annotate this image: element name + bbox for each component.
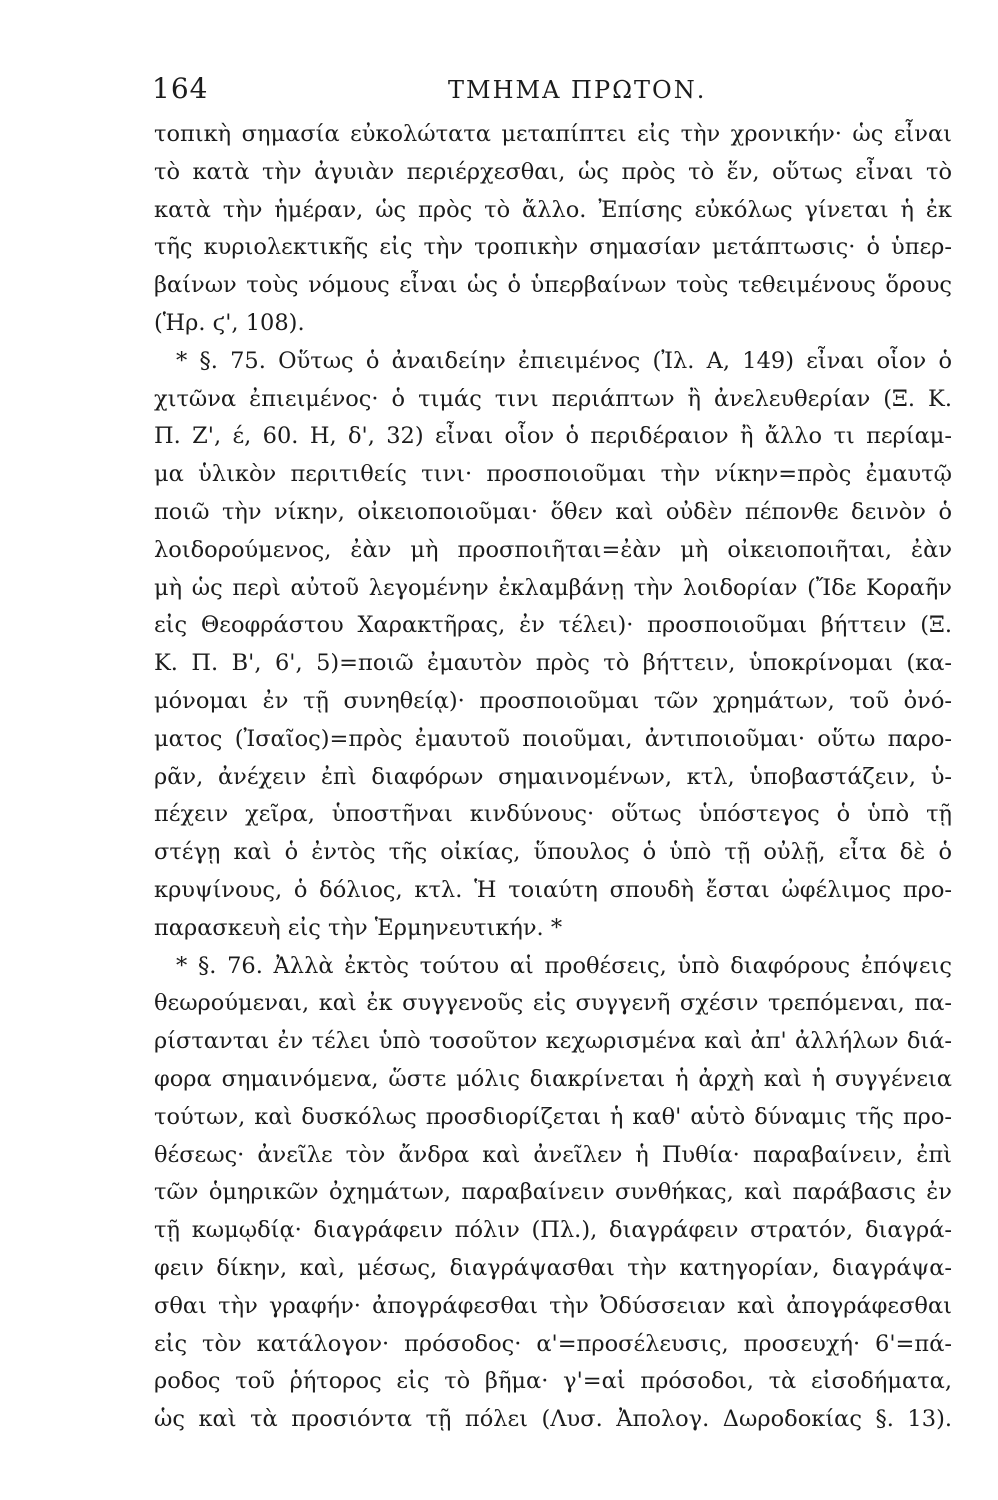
text-line: Π. Ζ', έ, 60. Η, δ', 32) εἶναι οἷον ὁ περιδέραιον ἢ ἄλλο τι περίαμ- xyxy=(154,423,952,450)
section-76-start: * §. 76. Ἀλλὰ ἐκτὸς τούτου αἱ προθέσεις, ὑπὸ διαφόρους ἐπόψεις xyxy=(176,952,952,979)
text-line: τούτων, καὶ δυσκόλως προσδιορίζεται ἡ καθ' αὑτὸ δύναμις τῆς προ- xyxy=(154,1103,952,1130)
page-header xyxy=(152,72,952,112)
text-line: ποιῶ τὴν νίκην, οἰκειοποιοῦμαι· ὅθεν καὶ οὐδὲν πέπονθε δεινὸν ὁ xyxy=(154,498,952,525)
text-line: ροδος τοῦ ῥήτορος εἰς τὸ βῆμα· γ'=αἱ πρόσοδοι, τὰ εἰσοδήματα, xyxy=(154,1368,952,1395)
text-line: φειν δίκην, καὶ, μέσως, διαγράψασθαι τὴν κατηγορίαν, διαγράψα- xyxy=(154,1254,952,1281)
text-line: πέχειν χεῖρα, ὑποστῆναι κινδύνους· οὕτως ὑπόστεγος ὁ ὑπὸ τῇ xyxy=(154,801,952,828)
running-title: ΤΜΗΜΑ ΠΡΩΤΟΝ. xyxy=(448,76,707,104)
text-line: θεωρούμεναι, καὶ ἐκ συγγενοῦς εἰς συγγενῆ σχέσιν τρεπόμεναι, πα- xyxy=(154,990,952,1017)
text-line: (Ἡρ. ϛ', 108). xyxy=(154,309,305,336)
text-line: ρᾶν, ἀνέχειν ἐπὶ διαφόρων σημαινομένων, κτλ, ὑποβαστάζειν, ὑ- xyxy=(154,763,952,790)
section-75-start: * §. 75. Οὕτως ὁ ἀναιδείην ἐπιειμένος (Ἰλ. Α, 149) εἶναι οἷον ὁ xyxy=(176,347,952,374)
text-line: ρίστανται ἐν τέλει ὑπὸ τοσοῦτον κεχωρισμένα καὶ ἀπ' ἀλλήλων διά- xyxy=(154,1028,952,1055)
text-line: τὸ κατὰ τὴν ἀγυιὰν περιέρχεσθαι, ὡς πρὸς τὸ ἕν, οὕτως εἶναι τὸ xyxy=(154,158,952,185)
text-line: κρυψίνους, ὁ δόλιος, κτλ. Ἡ τοιαύτη σπουδὴ ἔσται ὠφέλιμος προ- xyxy=(154,876,952,903)
text-line: μα ὑλικὸν περιτιθείς τινι· προσποιοῦμαι τὴν νίκην=πρὸς ἐμαυτῷ xyxy=(154,461,952,488)
text-line: εἰς τὸν κατάλογον· πρόσοδος· α'=προσέλευσις, προσευχή· 6'=πά- xyxy=(154,1330,952,1357)
text-line: κατὰ τὴν ἡμέραν, ὡς πρὸς τὸ ἄλλο. Ἐπίσης εὐκόλως γίνεται ἡ ἐκ xyxy=(154,196,952,223)
text-line: μὴ ὡς περὶ αὐτοῦ λεγομένην ἐκλαμβάνῃ τὴν λοιδορίαν (Ἴδε Κοραῆν xyxy=(154,574,952,601)
text-line: ὡς καὶ τὰ προσιόντα τῇ πόλει (Λυσ. Ἀπολογ. Δωροδοκίας §. 13). xyxy=(154,1406,952,1433)
text-line: τῆς κυριολεκτικῆς εἰς τὴν τροπικὴν σημασίαν μετάπτωσις· ὁ ὑπερ- xyxy=(154,234,952,261)
page-number: 164 xyxy=(152,72,209,105)
text-line: τῇ κωμῳδίᾳ· διαγράφειν πόλιν (Πλ.), διαγράφειν στρατόν, διαγρά- xyxy=(154,1217,952,1244)
text-line: εἰς Θεοφράστου Χαρακτῆρας, ἐν τέλει)· προσποιοῦμαι βήττειν (Ξ. xyxy=(154,612,952,639)
text-line: λοιδορούμενος, ἐὰν μὴ προσποιῆται=ἐὰν μὴ οἰκειοποιῆται, ἐὰν xyxy=(154,536,952,563)
text-line: τοπικὴ σημασία εὐκολώτατα μεταπίπτει εἰς τὴν χρονικήν· ὡς εἶναι xyxy=(154,121,952,147)
text-line: θέσεως· ἀνεῖλε τὸν ἄνδρα καὶ ἀνεῖλεν ἡ Πυθία· παραβαίνειν, ἐπὶ xyxy=(154,1141,952,1168)
text-line: βαίνων τοὺς νόμους εἶναι ὡς ὁ ὑπερβαίνων τοὺς τεθειμένους ὅρους xyxy=(154,272,952,299)
text-line: τῶν ὁμηρικῶν ὀχημάτων, παραβαίνειν συνθήκας, καὶ παράβασις ἐν xyxy=(154,1179,952,1206)
text-line: Κ. Π. Β', 6', 5)=ποιῶ ἐμαυτὸν πρὸς τὸ βήττειν, ὑποκρίνομαι (κα- xyxy=(154,650,952,677)
text-line: μόνομαι ἐν τῇ συνηθείᾳ)· προσποιοῦμαι τῶν χρημάτων, τοῦ ὀνό- xyxy=(154,687,952,714)
body-text xyxy=(154,116,952,1439)
text-line: παρασκευὴ εἰς τὴν Ἑρμηνευτικήν. * xyxy=(154,914,563,941)
text-line: στέγῃ καὶ ὁ ἐντὸς τῆς οἰκίας, ὕπουλος ὁ ὑπὸ τῇ οὐλῇ, εἶτα δὲ ὁ xyxy=(154,839,952,866)
text-line: σθαι τὴν γραφήν· ἀπογράφεσθαι τὴν Ὀδύσσειαν καὶ ἀπογράφεσθαι xyxy=(154,1292,952,1319)
text-line: ματος (Ἰσαῖος)=πρὸς ἐμαυτοῦ ποιοῦμαι, ἀντιποιοῦμαι· οὕτω παρο- xyxy=(154,725,952,752)
text-line: φορα σημαινόμενα, ὥστε μόλις διακρίνεται ἡ ἀρχὴ καὶ ἡ συγγένεια xyxy=(154,1065,952,1092)
text-line: χιτῶνα ἐπιειμένος· ὁ τιμάς τινι περιάπτων ἢ ἀνελευθερίαν (Ξ. Κ. xyxy=(154,385,952,412)
